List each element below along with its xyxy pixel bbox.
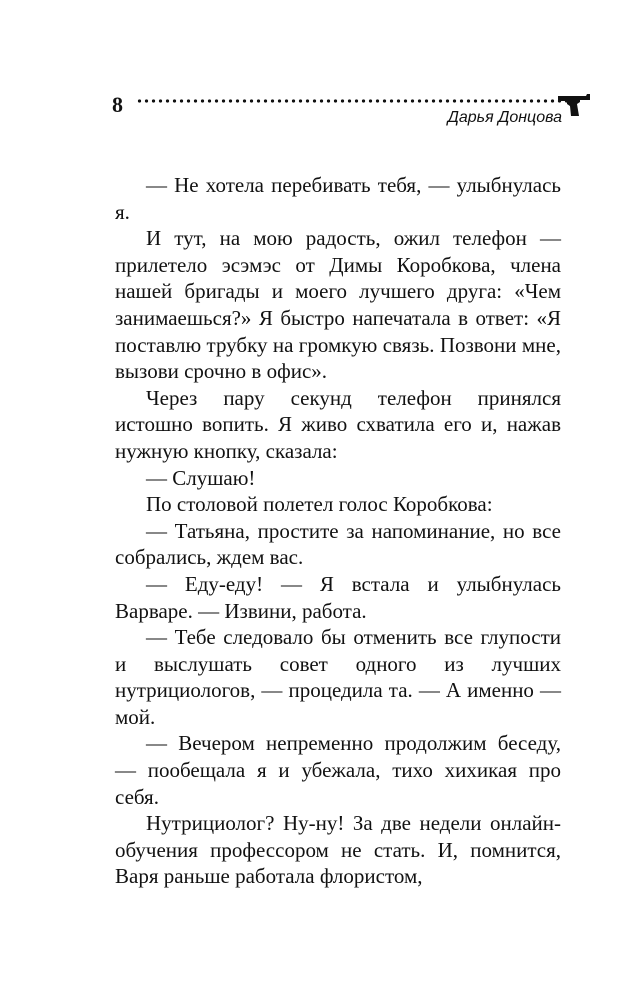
dotted-rule — [136, 98, 568, 104]
paragraph: По столовой полетел голос Коробкова: — [146, 492, 493, 517]
paragraph: Нутрициолог? Ну-ну! За две недели онлайн-обучения профессором не стать. И, помнится, Варя раньше работала флористом, — [115, 811, 561, 889]
paragraph: И тут, на мою радость, ожил телефон — прилетело эсэмэс от Димы Коробкова, члена нашей бригады и моего лучшего друга: «Чем занимаешься?» Я быстро напечатала в ответ: «Я поставлю трубку на громкую связь. Позвони мне, вызови срочно в офис». — [115, 226, 561, 384]
running-header — [112, 92, 592, 132]
paragraph: Через пару секунд телефон принялся истошно вопить. Я живо схватила его и, нажав нужную кнопку, сказала: — [115, 385, 561, 463]
paragraph: — Не хотела перебивать тебя, — улыбнулась я. — [115, 173, 561, 224]
paragraph: — Еду-еду! — Я встала и улыбнулась Варваре. — Извини, работа. — [115, 571, 561, 623]
paragraph: — Татьяна, простите за напоминание, но все собрались, ждем вас. — [115, 518, 561, 570]
body-text — [115, 172, 561, 890]
paragraph: — Вечером непременно продолжим беседу, — пообещала я и убежала, тихо хихикая про себя. — [115, 731, 561, 809]
author-name: Дарья Донцова — [447, 109, 562, 126]
paragraph: — Слушаю! — [146, 465, 256, 490]
paragraph: — Тебе следовало бы отменить все глупости и выслушать совет одного из лучших нутрициологов, — процедила та. — А именно — мой. — [115, 625, 561, 729]
page-number: 8 — [112, 92, 123, 117]
